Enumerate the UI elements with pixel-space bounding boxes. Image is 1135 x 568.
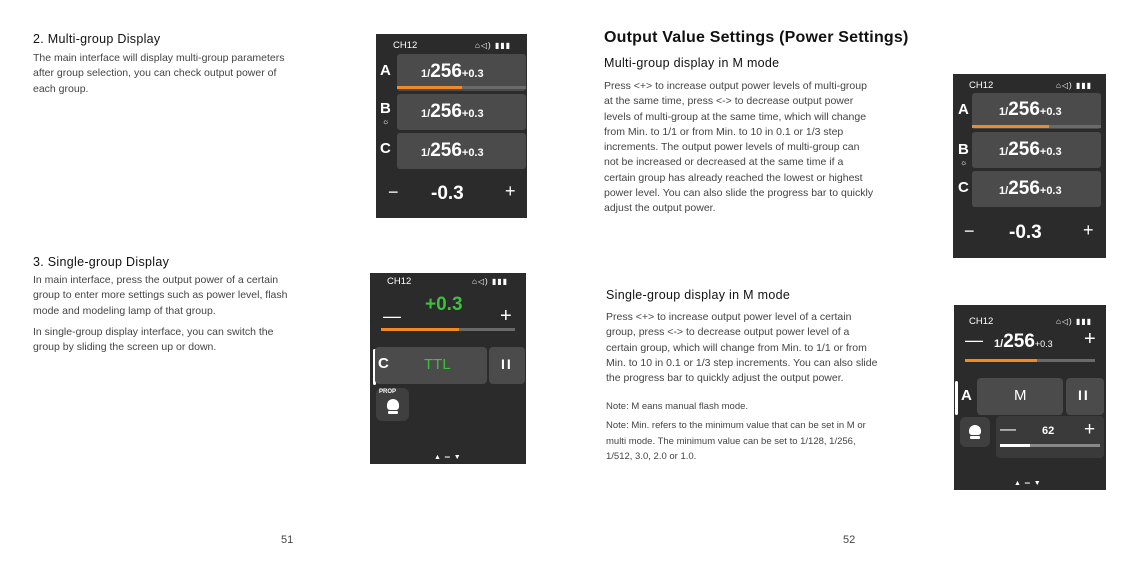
- section-heading-single-m: Single-group display in M mode: [606, 288, 791, 302]
- channel-label: CH12: [393, 40, 418, 51]
- single-group-description: [33, 273, 287, 355]
- power-value: 1/256+0.3: [994, 331, 1053, 352]
- group-c-power-value: 1/256+0.3: [999, 178, 1062, 199]
- text-line: group, press <-> to decrease output power level of a: [606, 326, 850, 339]
- group-letter-b: B: [380, 100, 391, 117]
- lamp-progress-fill: [1000, 444, 1030, 447]
- group-letter-c: C: [380, 140, 391, 157]
- text-line: from Min. to 1/1 or from Min. to 10 in 0.1 or 1/3 step: [604, 125, 844, 138]
- text-line: The main interface will display multi-group parameters: [33, 52, 285, 64]
- text-line: group to enter more settings such as power level, flash: [33, 289, 288, 302]
- text-line: In main interface, press the output power of a certain: [33, 274, 279, 286]
- minus-button[interactable]: −: [388, 182, 399, 202]
- group-b-power-value: 1/256+0.3: [999, 139, 1062, 160]
- group-b-power-button[interactable]: [972, 132, 1101, 168]
- section-heading-multi-group: 2. Multi-group Display: [33, 32, 161, 46]
- group-c-power-button[interactable]: [397, 133, 526, 169]
- group-letter-c: C: [958, 179, 969, 196]
- group-letter-a: A: [958, 101, 969, 118]
- minus-button[interactable]: —: [383, 306, 401, 326]
- channel-label: CH12: [969, 316, 994, 327]
- group-a-power-value: 1/256+0.3: [421, 61, 484, 82]
- plus-button[interactable]: +: [1084, 328, 1096, 350]
- multi-group-description: [33, 51, 285, 97]
- group-letter: A: [961, 387, 972, 404]
- text-line: the progress bar to quickly adjust the output power.: [606, 372, 844, 385]
- single-group-screen-left: [370, 273, 526, 464]
- plus-button[interactable]: +: [505, 181, 516, 201]
- group-letter-a: A: [380, 62, 391, 79]
- note-line: multi mode. The minimum value can be set to 1/128, 1/256,: [606, 435, 856, 447]
- group-a-progress-bar[interactable]: [397, 86, 526, 89]
- lamp-base: [970, 436, 980, 439]
- text-line: adjust the output power.: [604, 202, 716, 215]
- pause-icon: II: [1078, 387, 1090, 403]
- page-title: Output Value Settings (Power Settings): [604, 29, 909, 46]
- group-scroll-indicator: [955, 381, 958, 415]
- lamp-icon: [387, 399, 399, 410]
- minus-button[interactable]: —: [965, 330, 983, 350]
- power-progress-fill: [965, 359, 1037, 362]
- group-a-power-value: 1/256+0.3: [999, 99, 1062, 120]
- mode-button[interactable]: [977, 378, 1063, 415]
- group-c-power-button[interactable]: [972, 171, 1101, 207]
- group-c-power-value: 1/256+0.3: [421, 140, 484, 161]
- channel-label: CH12: [969, 80, 994, 91]
- swipe-nav-icon[interactable]: ▲ ═ ▼: [434, 454, 462, 461]
- power-adjust-value: -0.3: [431, 183, 464, 204]
- multi-m-description: [604, 79, 873, 217]
- lamp-power-panel: [996, 416, 1104, 458]
- group-b-power-button[interactable]: [397, 94, 526, 130]
- modeling-lamp-button[interactable]: [376, 388, 409, 421]
- text-line: certain group, which will change from Min. to 1/1 or from: [606, 341, 867, 354]
- sun-icon: ☼: [382, 117, 390, 126]
- pause-button[interactable]: [1066, 378, 1104, 415]
- group-a-progress-bar[interactable]: [972, 125, 1101, 128]
- text-line: not be increased or decreased at the same time if a: [604, 156, 844, 169]
- lamp-minus-button[interactable]: —: [1000, 421, 1016, 438]
- text-line: mode and modeling lamp of that group.: [33, 304, 216, 317]
- note-manual-mode: Note: M eans manual flash mode.: [606, 401, 749, 412]
- channel-label: CH12: [387, 276, 412, 287]
- power-progress-bar[interactable]: [381, 328, 515, 331]
- lamp-base: [388, 411, 398, 414]
- swipe-nav-icon[interactable]: ▲ ═ ▼: [1014, 480, 1042, 487]
- group-b-power-value: 1/256+0.3: [421, 101, 484, 122]
- group-a-power-button[interactable]: [972, 93, 1101, 129]
- section-heading-single-group: 3. Single-group Display: [33, 255, 170, 269]
- single-group-screen-right: [954, 305, 1106, 490]
- power-adjust-value: +0.3: [425, 294, 463, 315]
- note-line: 1/512, 3.0, 2.0 or 1.0.: [606, 450, 697, 462]
- lamp-power-value: 62: [1042, 425, 1055, 437]
- text-line: after group selection, you can check output power of: [33, 67, 277, 80]
- section-heading-multi-m: Multi-group display in M mode: [604, 56, 780, 70]
- group-letter: C: [378, 355, 389, 372]
- power-adjust-value: -0.3: [1009, 222, 1042, 243]
- flash-mode-label: M: [1014, 387, 1027, 404]
- page-number-left: 51: [281, 534, 294, 546]
- multi-group-screen-right: [953, 74, 1106, 258]
- page-number-right: 52: [843, 534, 856, 546]
- group-a-power-button[interactable]: [397, 54, 526, 91]
- status-icons: ⌂◁) ▮▮▮: [475, 41, 512, 50]
- text-line: levels of multi-group at the same time, which will change: [604, 110, 867, 123]
- group-letter-b: B: [958, 141, 969, 158]
- plus-button[interactable]: +: [1083, 220, 1094, 240]
- power-progress-fill: [381, 328, 459, 331]
- text-line: increments. The output power levels of multi-group can: [604, 141, 860, 154]
- text-line: certain group has already reached the lowest or highest: [604, 171, 863, 184]
- text-line: at the same time, press <-> to decrease output power: [604, 95, 854, 108]
- pause-icon: II: [501, 356, 513, 372]
- mode-button[interactable]: [375, 347, 487, 384]
- text-line: Press <+> to increase output power levels of multi-group: [604, 80, 867, 92]
- minus-button[interactable]: −: [964, 221, 975, 241]
- single-m-description: [606, 310, 877, 386]
- power-progress-bar[interactable]: [965, 359, 1095, 362]
- group-a-progress-fill: [397, 86, 462, 89]
- flash-mode-label: TTL: [424, 356, 451, 373]
- lamp-icon: [969, 425, 981, 435]
- status-icons: ⌂◁) ▮▮▮: [1056, 317, 1093, 326]
- notes: [606, 399, 866, 464]
- text-line: power level. You can also slide the progress bar to quickly: [604, 187, 874, 200]
- text-line: In single-group display interface, you can switch the: [33, 325, 274, 338]
- text-line: each group.: [33, 82, 89, 95]
- modeling-lamp-button[interactable]: [960, 417, 990, 447]
- text-line: Min. to 10 in 0.1 or 1/3 step increments. You can also slide: [606, 356, 878, 369]
- prop-label: PROP: [379, 389, 397, 395]
- status-icons: ⌂◁) ▮▮▮: [1056, 81, 1093, 90]
- lamp-plus-button[interactable]: +: [1084, 419, 1096, 440]
- pause-button[interactable]: [489, 347, 525, 384]
- lamp-progress-bar[interactable]: [1000, 444, 1100, 447]
- text-line: Press <+> to increase output power level of a certain: [606, 311, 852, 323]
- note-line: Note: Min. refers to the minimum value that can be set in M or: [606, 420, 866, 432]
- multi-group-screen-left: [376, 34, 527, 218]
- group-a-progress-fill: [972, 125, 1049, 128]
- status-icons: ⌂◁) ▮▮▮: [472, 277, 509, 286]
- sun-icon: ☼: [960, 158, 968, 167]
- plus-button[interactable]: +: [500, 305, 512, 327]
- text-line: group by sliding the screen up or down.: [33, 341, 217, 354]
